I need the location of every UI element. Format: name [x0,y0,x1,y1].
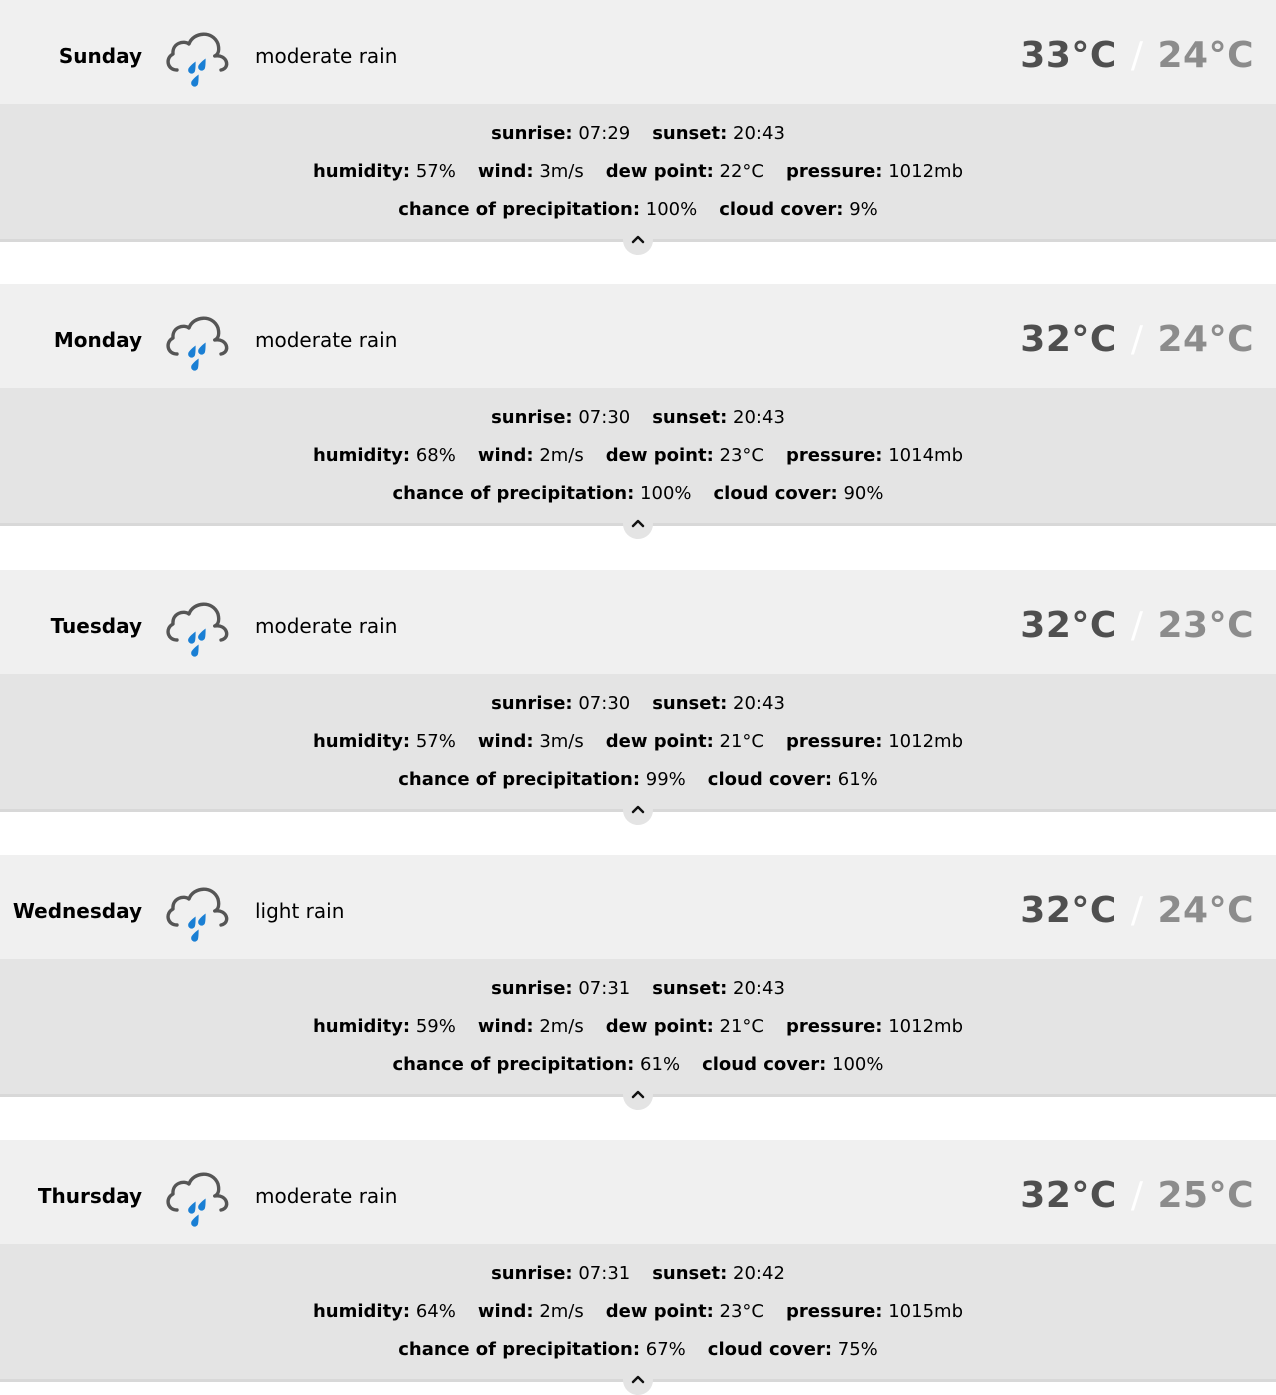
temperature-range [1020,316,1254,364]
cloud-cover-value: 90% [843,483,884,504]
sunset-label: sunset: [652,978,728,999]
dew-point-stat [606,444,764,468]
day-details [0,1244,1276,1382]
pressure-stat [786,160,963,184]
wind-label: wind: [477,1016,534,1037]
day-header[interactable] [0,284,1276,388]
sun-times-row [0,977,1276,1001]
low-temperature: 23°C [1157,605,1254,646]
weather-condition: moderate rain [255,328,398,352]
sunset-label: sunset: [652,123,728,144]
sun-times-row [0,406,1276,430]
precipitation-value: 61% [640,1054,681,1075]
wind-stat [478,1015,584,1039]
precipitation-label: chance of precipitation: [392,1054,635,1075]
wind-stat [478,1300,584,1324]
cloud-cover-label: cloud cover: [707,769,833,790]
day-header[interactable] [0,570,1276,674]
conditions-row [0,1300,1276,1324]
sunrise-label: sunrise: [491,978,573,999]
precipitation-value: 100% [645,199,698,220]
chevron-up-icon [630,515,646,531]
collapse-toggle-button[interactable] [623,1080,653,1110]
pressure-label: pressure: [786,1301,883,1322]
rain-cloud-icon [163,883,233,949]
dew-point-label: dew point: [605,445,714,466]
dew-point-stat [606,1300,764,1324]
pressure-stat [786,1015,963,1039]
high-temperature: 32°C [1020,1175,1117,1216]
sunrise-stat [491,977,630,1001]
cloud-cover-label: cloud cover: [707,1339,833,1360]
rain-cloud-icon [163,598,233,664]
day-details [0,104,1276,242]
cloud-cover-stat [708,1338,878,1362]
pressure-label: pressure: [786,731,883,752]
wind-value: 3m/s [539,731,584,752]
humidity-stat [313,444,456,468]
day-name: Thursday [37,1184,142,1208]
collapse-toggle-button[interactable] [623,1365,653,1395]
sunrise-stat [491,692,630,716]
rain-cloud-icon [163,28,233,94]
humidity-value: 57% [415,161,456,182]
wind-value: 3m/s [539,161,584,182]
humidity-label: humidity: [312,731,411,752]
chevron-up-icon [630,1086,646,1102]
cloud-cover-value: 100% [832,1054,884,1075]
temperature-range [1020,887,1254,935]
sunset-label: sunset: [652,407,728,428]
humidity-label: humidity: [312,1016,411,1037]
cloud-cover-value: 61% [837,769,878,790]
sunset-value: 20:43 [733,693,785,714]
pressure-value: 1012mb [888,1016,964,1037]
temperature-separator: / [1130,35,1144,76]
precipitation-label: chance of precipitation: [398,1339,641,1360]
humidity-stat [313,1300,456,1324]
humidity-stat [313,160,456,184]
temperature-range [1020,1172,1254,1220]
wind-label: wind: [477,445,534,466]
dew-point-value: 23°C [719,445,764,466]
day-header[interactable] [0,1140,1276,1244]
sun-times-row [0,1262,1276,1286]
humidity-label: humidity: [312,161,411,182]
pressure-value: 1012mb [888,161,964,182]
dew-point-value: 21°C [719,731,764,752]
sunset-stat [652,977,785,1001]
day-header[interactable] [0,0,1276,104]
pressure-label: pressure: [786,161,883,182]
temperature-separator: / [1130,319,1144,360]
precipitation-stat [398,198,697,222]
wind-stat [478,444,584,468]
collapse-toggle-button[interactable] [623,795,653,825]
conditions-row [0,160,1276,184]
cloud-cover-value: 75% [837,1339,878,1360]
sunrise-stat [491,122,630,146]
low-temperature: 24°C [1157,319,1254,360]
sunrise-label: sunrise: [491,1263,573,1284]
conditions-row [0,730,1276,754]
collapse-toggle-button[interactable] [623,509,653,539]
wind-stat [478,730,584,754]
dew-point-value: 22°C [719,161,764,182]
high-temperature: 33°C [1020,35,1117,76]
temperature-range [1020,602,1254,650]
cloud-cover-value: 9% [849,199,878,220]
low-temperature: 24°C [1157,890,1254,931]
sunset-stat [652,406,785,430]
day-details [0,674,1276,812]
precipitation-row [0,482,1276,506]
low-temperature: 24°C [1157,35,1254,76]
chevron-up-icon [630,801,646,817]
dew-point-label: dew point: [605,1016,714,1037]
pressure-label: pressure: [786,1016,883,1037]
humidity-label: humidity: [312,1301,411,1322]
weather-condition: light rain [255,899,345,923]
humidity-value: 68% [415,445,456,466]
precipitation-row [0,1338,1276,1362]
pressure-value: 1014mb [888,445,964,466]
cloud-cover-stat [719,198,878,222]
wind-value: 2m/s [539,1016,584,1037]
rain-cloud-icon [163,1168,233,1234]
sunset-value: 20:43 [733,407,785,428]
sunset-value: 20:42 [733,1263,785,1284]
sunset-stat [652,122,785,146]
temperature-separator: / [1130,890,1144,931]
day-details [0,959,1276,1097]
wind-label: wind: [477,1301,534,1322]
chevron-up-icon [630,231,646,247]
wind-label: wind: [477,731,534,752]
high-temperature: 32°C [1020,605,1117,646]
day-name: Monday [53,328,142,352]
dew-point-label: dew point: [605,731,714,752]
cloud-cover-stat [702,1053,883,1077]
sunrise-stat [491,406,630,430]
precipitation-stat [398,1338,686,1362]
pressure-label: pressure: [786,445,883,466]
precipitation-stat [392,482,691,506]
humidity-label: humidity: [312,445,411,466]
sunrise-value: 07:30 [578,693,631,714]
sunset-stat [652,1262,785,1286]
temperature-separator: / [1130,1175,1144,1216]
pressure-value: 1012mb [888,731,964,752]
day-header[interactable] [0,855,1276,959]
collapse-toggle-button[interactable] [623,225,653,255]
dew-point-label: dew point: [605,1301,714,1322]
sunset-value: 20:43 [733,978,785,999]
weather-condition: moderate rain [255,1184,398,1208]
cloud-cover-label: cloud cover: [713,483,838,504]
humidity-value: 59% [415,1016,456,1037]
humidity-value: 57% [415,731,456,752]
pressure-stat [786,1300,963,1324]
conditions-row [0,444,1276,468]
sunset-stat [652,692,785,716]
dew-point-value: 23°C [719,1301,764,1322]
sunrise-label: sunrise: [491,123,573,144]
precipitation-row [0,768,1276,792]
precipitation-label: chance of precipitation: [398,199,641,220]
conditions-row [0,1015,1276,1039]
weather-condition: moderate rain [255,614,398,638]
precipitation-label: chance of precipitation: [392,483,635,504]
day-details [0,388,1276,526]
weather-condition: moderate rain [255,44,398,68]
cloud-cover-label: cloud cover: [719,199,844,220]
sun-times-row [0,122,1276,146]
sunrise-value: 07:31 [578,1263,631,1284]
high-temperature: 32°C [1020,890,1117,931]
cloud-cover-stat [714,482,884,506]
chevron-up-icon [630,1371,646,1387]
humidity-stat [313,730,456,754]
wind-value: 2m/s [539,1301,584,1322]
cloud-cover-stat [708,768,878,792]
sunrise-stat [491,1262,630,1286]
sunrise-label: sunrise: [491,693,573,714]
day-name: Wednesday [12,899,142,923]
dew-point-value: 21°C [719,1016,764,1037]
cloud-cover-label: cloud cover: [702,1054,827,1075]
dew-point-label: dew point: [605,161,714,182]
humidity-stat [313,1015,456,1039]
precipitation-value: 100% [640,483,692,504]
precipitation-value: 99% [645,769,686,790]
precipitation-stat [398,768,686,792]
dew-point-stat [606,730,764,754]
precipitation-value: 67% [645,1339,686,1360]
dew-point-stat [606,1015,764,1039]
precipitation-stat [392,1053,680,1077]
high-temperature: 32°C [1020,319,1117,360]
sunrise-value: 07:30 [578,407,631,428]
precipitation-label: chance of precipitation: [398,769,641,790]
low-temperature: 25°C [1157,1175,1254,1216]
wind-value: 2m/s [539,445,584,466]
precipitation-row [0,198,1276,222]
sun-times-row [0,692,1276,716]
precipitation-row [0,1053,1276,1077]
pressure-stat [786,730,963,754]
pressure-stat [786,444,963,468]
sunset-label: sunset: [652,1263,728,1284]
day-name: Tuesday [50,614,142,638]
sunset-label: sunset: [652,693,728,714]
sunrise-value: 07:29 [578,123,631,144]
humidity-value: 64% [415,1301,456,1322]
wind-label: wind: [477,161,534,182]
temperature-separator: / [1130,605,1144,646]
rain-cloud-icon [163,312,233,378]
day-name: Sunday [58,44,142,68]
wind-stat [478,160,584,184]
sunrise-label: sunrise: [491,407,573,428]
sunrise-value: 07:31 [578,978,631,999]
pressure-value: 1015mb [888,1301,964,1322]
temperature-range [1020,32,1254,80]
dew-point-stat [606,160,764,184]
sunset-value: 20:43 [733,123,785,144]
